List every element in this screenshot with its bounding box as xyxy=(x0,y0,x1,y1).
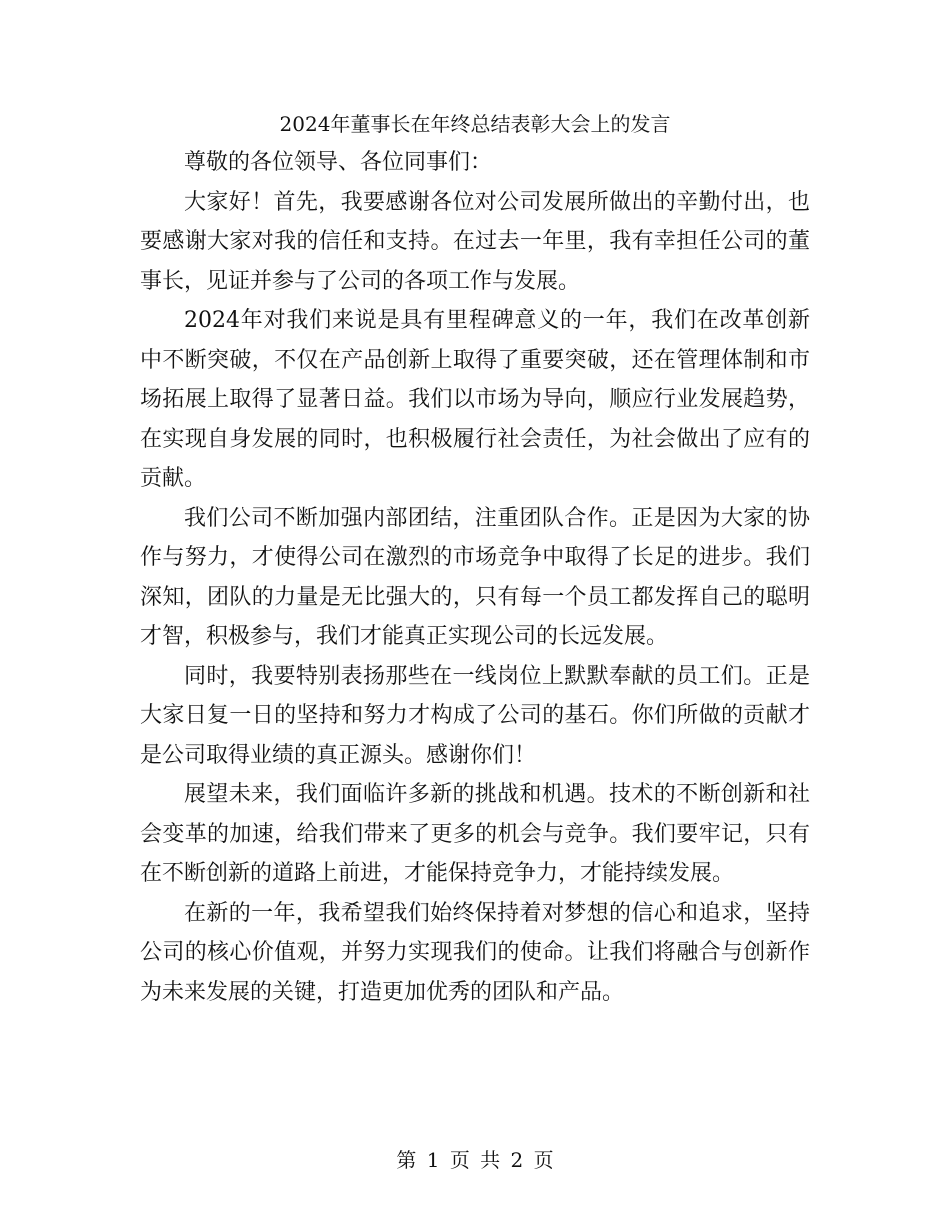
body-paragraph-5: 展望未来，我们面临许多新的挑战和机遇。技术的不断创新和社会变革的加速，给我们带来了更多的机会与竞争。我们要牢记，只有在不断创新的道路上前进，才能保持竞争力，才能持续发展。 xyxy=(140,782,810,886)
document-body xyxy=(140,143,810,1012)
body-paragraph-3: 我们公司不断加强内部团结，注重团队合作。正是因为大家的协作与努力，才使得公司在激烈的市场竞争中取得了长足的进步。我们深知，团队的力量是无比强大的，只有每一个员工都发挥自己的聪明才智，积极参与，我们才能真正实现公司的长远发展。 xyxy=(140,505,810,649)
body-paragraph-2: 2024年对我们来说是具有里程碑意义的一年，我们在改革创新中不断突破，不仅在产品创新上取得了重要突破，还在管理体制和市场拓展上取得了显著日益。我们以市场为导向，顺应行业发展趋势，在实现自身发展的同时，也积极履行社会责任，为社会做出了应有的贡献。 xyxy=(140,308,810,491)
body-paragraph-1: 大家好！首先，我要感谢各位对公司发展所做出的辛勤付出，也要感谢大家对我的信任和支持。在过去一年里，我有幸担任公司的董事长，见证并参与了公司的各项工作与发展。 xyxy=(140,189,810,294)
page-title: 2024年董事长在年终总结表彰大会上的发言 xyxy=(279,112,671,136)
page-number-footer: 第 1 页 共 2 页 xyxy=(396,1148,554,1172)
body-paragraph-4: 同时，我要特别表扬那些在一线岗位上默默奉献的员工们。正是大家日复一日的坚持和努力才构成了公司的基石。你们所做的贡献才是公司取得业绩的真正源头。感谢你们！ xyxy=(140,663,810,768)
body-paragraph-6: 在新的一年，我希望我们始终保持着对梦想的信心和追求，坚持公司的核心价值观，并努力实现我们的使命。让我们将融合与创新作为未来发展的关键，打造更加优秀的团队和产品。 xyxy=(140,900,810,1005)
greeting-paragraph: 尊敬的各位领导、各位同事们： xyxy=(184,150,493,175)
